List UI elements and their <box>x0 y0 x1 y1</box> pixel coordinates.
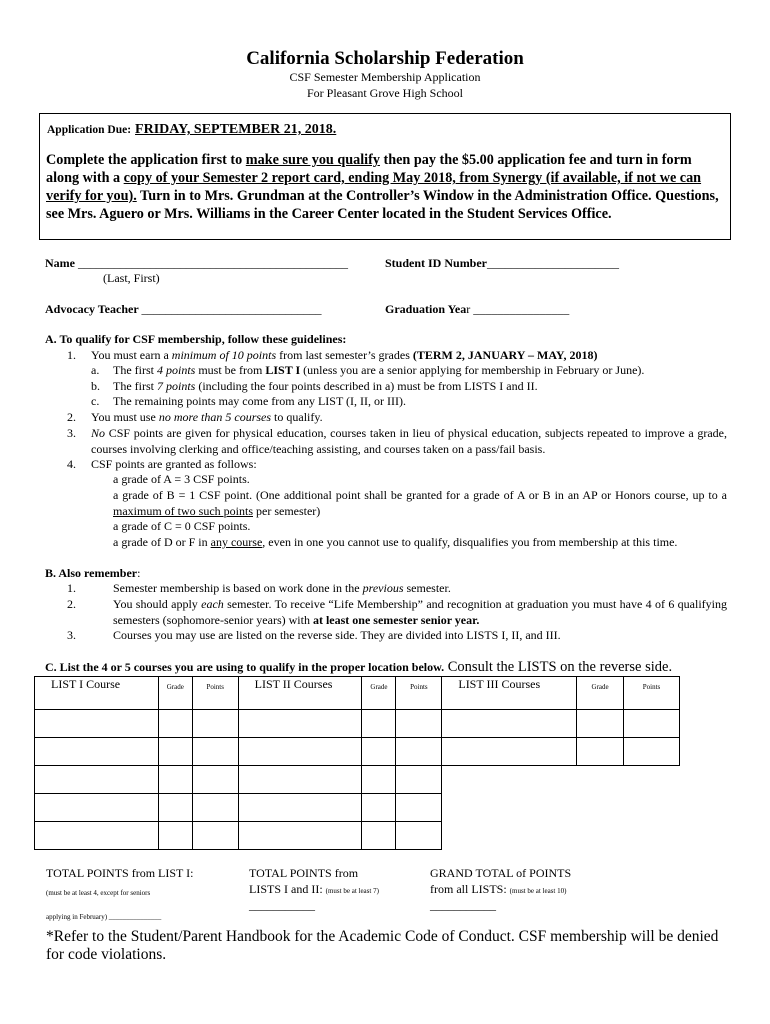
item-3 <box>91 426 727 457</box>
list1-points-header: Points <box>192 677 238 710</box>
list2-grade-header: Grade <box>362 677 396 710</box>
footer-note: *Refer to the Student/Parent Handbook for the Academic Code of Conduct. CSF membership will be denied for code violations. <box>46 928 719 963</box>
graduation-year-field[interactable] <box>385 302 569 317</box>
total-list1-label: TOTAL POINTS from LIST I: <box>46 866 194 880</box>
list3-grade-cell[interactable] <box>577 738 624 766</box>
total-list1 <box>46 865 193 925</box>
list2-grade-cell[interactable] <box>362 738 396 766</box>
instr-text-1: Complete the application first to <box>46 152 246 168</box>
list1-course-cell[interactable] <box>35 710 159 738</box>
table-empty-area <box>442 766 680 794</box>
school-name: For Pleasant Grove High School <box>307 86 463 100</box>
a-text-5: (unless you are a senior applying for membership in February or June). <box>300 363 645 377</box>
grad-line[interactable]: ________________ <box>473 302 570 316</box>
list2-course-cell[interactable] <box>238 710 362 738</box>
instr-underline-1: make sure you qualify <box>245 152 380 168</box>
total-list1-note2: applying in February) <box>46 913 108 921</box>
a-text-2: 4 points <box>157 363 196 377</box>
table-empty-area <box>442 822 680 850</box>
i3-text-b: CSF points are given for physical education, courses taken in lieu of physical education, subjects repeated to improve a grade, courses involving clerking and office/teaching assisting, and courses taken on a pass/fail basis. <box>91 426 727 456</box>
item-c: The remaining points may come from any LIST (I, II, or III). <box>113 394 407 408</box>
due-label: Application Due: <box>47 124 132 136</box>
i1-text-a: You must earn a <box>91 348 172 362</box>
instr-underline-2: copy of your Semester 2 report card, ending May 2018, from Synergy (if available, if not we can verify for you). <box>46 170 702 204</box>
section-c-heading <box>45 658 672 676</box>
list3-points-cell[interactable] <box>624 738 680 766</box>
item-c-num: c. <box>91 394 100 408</box>
section-b-colon: : <box>137 566 141 580</box>
list2-grade-cell[interactable] <box>362 766 396 794</box>
list2-grade-cell[interactable] <box>362 710 396 738</box>
instr-text-2: then pay the $5.00 application fee and turn in form along with a <box>46 152 692 186</box>
section-c-consult: Consult the LISTS on the reverse side. <box>444 659 673 675</box>
a-text-4: LIST I <box>265 363 301 377</box>
instructions-box <box>39 113 731 240</box>
g4-text-a: a grade of D or F in <box>113 535 211 549</box>
b1-text-a: Semester membership is based on work done in the <box>113 581 363 595</box>
list1-points-cell[interactable] <box>192 794 238 822</box>
grand-total-note: (must be at least 10) <box>509 887 567 895</box>
i1-text-d: (TERM 2, JANUARY – MAY, 2018) <box>412 348 598 362</box>
i2-text-c: to qualify. <box>271 410 323 424</box>
list1-grade-cell[interactable] <box>158 794 192 822</box>
item-2 <box>91 410 323 426</box>
name-line[interactable]: _____________________________________________ <box>78 256 348 270</box>
total-list12-label2: LISTS I and II: <box>249 882 323 896</box>
grad-label-r: r <box>466 302 471 316</box>
page-title: California Scholarship Federation <box>246 48 524 69</box>
table-row <box>35 710 680 738</box>
grand-total-label2: from all LISTS: <box>430 882 507 896</box>
b-item-3-num: 3. <box>67 628 76 642</box>
total-list12-line[interactable]: ___________ <box>249 898 315 912</box>
item-a <box>113 363 728 379</box>
b1-text-b: previous <box>362 581 404 595</box>
total-list1-note: (must be at least 4, except for seniors <box>46 889 151 897</box>
b-text-1: The first <box>113 379 157 393</box>
item-1-num: 1. <box>67 348 76 362</box>
i3-text-a: No <box>91 426 106 440</box>
grand-total-line[interactable]: ___________ <box>430 898 496 912</box>
item-b <box>113 379 728 395</box>
list1-points-cell[interactable] <box>192 710 238 738</box>
grade-c-rule: a grade of C = 0 CSF points. <box>113 519 251 533</box>
name-field[interactable] <box>45 256 348 271</box>
item-4-num: 4. <box>67 457 76 471</box>
i1-text-c: from last semester’s grades <box>276 348 413 362</box>
advocacy-label: Advocacy Teacher <box>45 302 139 316</box>
i1-text-b: minimum of 10 points <box>171 348 277 362</box>
list1-course-cell[interactable] <box>35 794 159 822</box>
b-item-1 <box>113 581 451 597</box>
list2-header: LIST II Courses <box>238 677 362 710</box>
total-list12-note: (must be at least 7) <box>325 887 379 895</box>
list2-grade-cell[interactable] <box>362 822 396 850</box>
grade-a-rule: a grade of A = 3 CSF points. <box>113 472 250 486</box>
item-4: CSF points are granted as follows: <box>91 457 257 471</box>
list2-course-cell[interactable] <box>238 766 362 794</box>
list2-points-cell[interactable] <box>396 738 442 766</box>
item-a-num: a. <box>91 363 100 377</box>
g2-underline: maximum of two such points <box>113 503 253 518</box>
list2-grade-cell[interactable] <box>362 794 396 822</box>
list2-course-cell[interactable] <box>238 738 362 766</box>
list3-header: LIST III Courses <box>442 677 577 710</box>
table-row <box>35 822 680 850</box>
list2-points-cell[interactable] <box>396 766 442 794</box>
name-hint: (Last, First) <box>103 271 160 285</box>
list2-course-cell[interactable] <box>238 822 362 850</box>
table-row <box>35 794 680 822</box>
item-1 <box>91 348 731 364</box>
section-a-heading: A. To qualify for CSF membership, follow these guidelines: <box>45 332 347 346</box>
due-line <box>47 120 336 138</box>
item-2-num: 2. <box>67 410 76 424</box>
list1-points-cell[interactable] <box>192 738 238 766</box>
list1-header: LIST I Course <box>35 677 159 710</box>
list1-grade-cell[interactable] <box>158 766 192 794</box>
due-date: FRIDAY, SEPTEMBER 21, 2018. <box>135 122 337 137</box>
list1-grade-header: Grade <box>158 677 192 710</box>
grand-total <box>430 865 571 913</box>
list1-grade-cell[interactable] <box>158 822 192 850</box>
b-text-3: (including the four points described in a) must be from LISTS I and II. <box>195 379 538 393</box>
section-b-heading <box>45 566 140 582</box>
list1-course-cell[interactable] <box>35 766 159 794</box>
list2-points-header: Points <box>396 677 442 710</box>
item-3-num: 3. <box>67 426 76 440</box>
list2-points-cell[interactable] <box>396 794 442 822</box>
list1-points-cell[interactable] <box>192 766 238 794</box>
b2-text-b: each <box>201 597 224 611</box>
g4-text-b: , even in one you cannot use to qualify, disqualifies you from membership at this time. <box>262 535 678 549</box>
total-list12 <box>249 865 379 913</box>
a-text-1: The first <box>113 363 157 377</box>
list1-course-cell[interactable] <box>35 738 159 766</box>
list1-course-cell[interactable] <box>35 822 159 850</box>
g2-text-a: a grade of B = 1 CSF point. (One additional point shall be granted for a grade of A or B in an AP or Honors course, up to a <box>113 488 727 502</box>
a-text-3: must be from <box>195 363 266 377</box>
section-c-title: C. List the 4 or 5 courses you are using to qualify in the proper location below. <box>45 660 445 674</box>
list3-course-cell[interactable] <box>442 710 577 738</box>
list1-grade-cell[interactable] <box>158 738 192 766</box>
b2-text-d: at least one semester senior year. <box>312 612 480 627</box>
list2-points-cell[interactable] <box>396 822 442 850</box>
list1-grade-cell[interactable] <box>158 710 192 738</box>
g2-text-b: per semester) <box>253 503 321 518</box>
section-b-title: B. Also remember <box>45 566 138 580</box>
i2-text-a: You must use <box>91 410 159 424</box>
b2-text-c: semester. To receive “Life Membership” and recognition at graduation you must have 4 of 6 qualifying semesters (sophomore-senior years) with <box>113 597 727 627</box>
table-row <box>35 738 680 766</box>
list1-points-cell[interactable] <box>192 822 238 850</box>
advocacy-field[interactable] <box>45 302 321 317</box>
course-table <box>34 676 680 850</box>
grad-label: Graduation Yea <box>385 302 467 316</box>
instructions-paragraph <box>46 151 726 223</box>
list3-points-header: Points <box>624 677 680 710</box>
total-list12-label: TOTAL POINTS from <box>249 866 359 880</box>
item-b-num: b. <box>91 379 100 393</box>
list3-points-cell[interactable] <box>624 710 680 738</box>
b2-text-a: You should apply <box>113 597 202 611</box>
grade-df-rule <box>113 535 677 551</box>
b-text-2: 7 points <box>157 379 196 393</box>
list3-grade-cell[interactable] <box>577 710 624 738</box>
student-id-field[interactable] <box>385 256 619 271</box>
instr-text-3: Turn in to Mrs. Grundman at the Controller’s Window in the Administration Office. Questions, see Mrs. Aguero or Mrs. Williams in the Career Center located in the Student Services Office. <box>46 188 719 222</box>
advocacy-line[interactable]: ______________________________ <box>141 302 322 316</box>
subtitle: CSF Semester Membership Application <box>289 70 481 84</box>
total-list1-line[interactable]: _______________ <box>108 913 162 921</box>
table-row <box>35 766 680 794</box>
list2-course-cell[interactable] <box>238 794 362 822</box>
list2-points-cell[interactable] <box>396 710 442 738</box>
name-label: Name <box>45 256 75 270</box>
list3-course-cell[interactable] <box>442 738 577 766</box>
student-id-line[interactable]: ______________________ <box>487 256 620 270</box>
b-item-1-num: 1. <box>67 581 76 595</box>
b1-text-c: semester. <box>403 581 451 595</box>
b-item-2 <box>113 597 727 628</box>
g4-underline: any course <box>210 535 263 549</box>
b-item-2-num: 2. <box>67 597 76 611</box>
table-empty-area <box>442 794 680 822</box>
table-header-row <box>35 677 680 710</box>
grade-b-rule <box>113 488 727 519</box>
b-item-3: Courses you may use are listed on the reverse side. They are divided into LISTS I, II, and III. <box>113 628 561 642</box>
grand-total-label: GRAND TOTAL of POINTS <box>430 866 572 880</box>
list3-grade-header: Grade <box>577 677 624 710</box>
i2-text-b: no more than 5 courses <box>158 410 272 424</box>
student-id-label: Student ID Number <box>385 256 488 270</box>
